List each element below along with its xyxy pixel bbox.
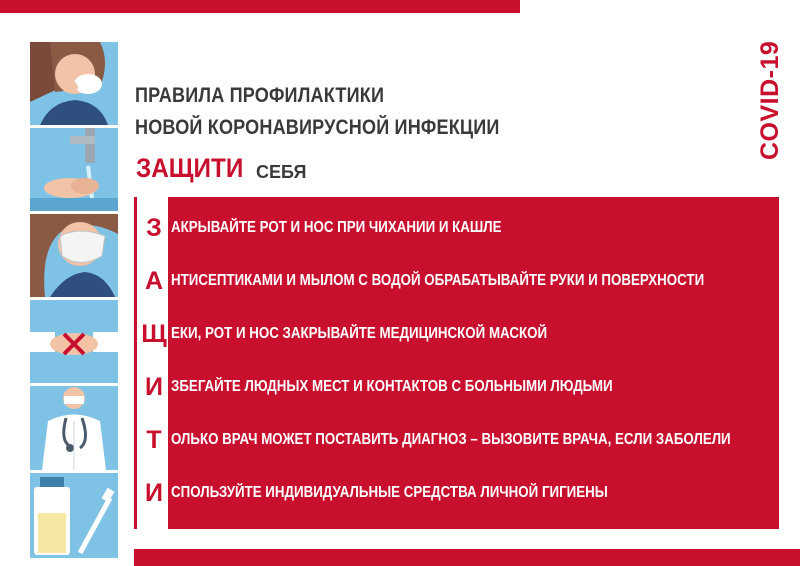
bottom-accent-bar <box>134 549 800 566</box>
rule-item <box>140 372 790 402</box>
no-handshake-icon <box>30 300 118 383</box>
vertical-divider <box>134 197 137 529</box>
doctor-icon <box>30 386 118 470</box>
rule-text: ОЛЬКО ВРАЧ МОЖЕТ ПОСТАВИТЬ ДИАГНОЗ – ВЫЗОВИТЕ ВРАЧА, ЕСЛИ ЗАБОЛЕЛИ <box>171 431 731 448</box>
rule-initial-letter: И <box>145 479 163 507</box>
rule-initial-letter: Т <box>146 426 162 454</box>
rule-text: ЕКИ, РОТ И НОС ЗАКРЫВАЙТЕ МЕДИЦИНСКОЙ МАСКОЙ <box>171 325 548 342</box>
slogan <box>136 153 307 184</box>
title-line-1: ПРАВИЛА ПРОФИЛАКТИКИ <box>135 84 385 107</box>
rule-initial-letter: Щ <box>141 320 167 348</box>
rule-text: СПОЛЬЗУЙТЕ ИНДИВИДУАЛЬНЫЕ СРЕДСТВА ЛИЧНОЙ ГИГИЕНЫ <box>171 484 608 501</box>
top-accent-bar <box>0 0 520 13</box>
rule-item <box>140 425 790 455</box>
slogan-main: ЗАЩИТИ <box>136 153 244 183</box>
rule-item <box>140 213 790 243</box>
rule-item <box>140 266 790 296</box>
face-mask-icon <box>30 214 118 297</box>
rule-initial-letter: А <box>144 267 164 295</box>
covid-badge: COVID-19 <box>756 40 784 160</box>
slogan-sub: СЕБЯ <box>256 162 307 182</box>
title-line-2: НОВОЙ КОРОНАВИРУСНОЙ ИНФЕКЦИИ <box>135 116 500 139</box>
rule-text: АКРЫВАЙТЕ РОТ И НОС ПРИ ЧИХАНИИ И КАШЛЕ <box>171 219 502 236</box>
rule-item <box>140 478 790 508</box>
rule-text: НТИСЕПТИКАМИ И МЫЛОМ С ВОДОЙ ОБРАБАТЫВАЙТЕ РУКИ И ПОВЕРХНОСТИ <box>171 272 705 289</box>
sneezing-person-icon <box>30 42 118 125</box>
hand-washing-icon <box>30 128 118 211</box>
rule-initial-letter: З <box>146 214 162 242</box>
rule-item <box>140 319 790 349</box>
rule-initial-letter: И <box>145 373 163 401</box>
rule-text: ЗБЕГАЙТЕ ЛЮДНЫХ МЕСТ И КОНТАКТОВ С БОЛЬНЫМИ ЛЮДЬМИ <box>171 378 613 395</box>
hygiene-items-icon <box>30 473 118 558</box>
